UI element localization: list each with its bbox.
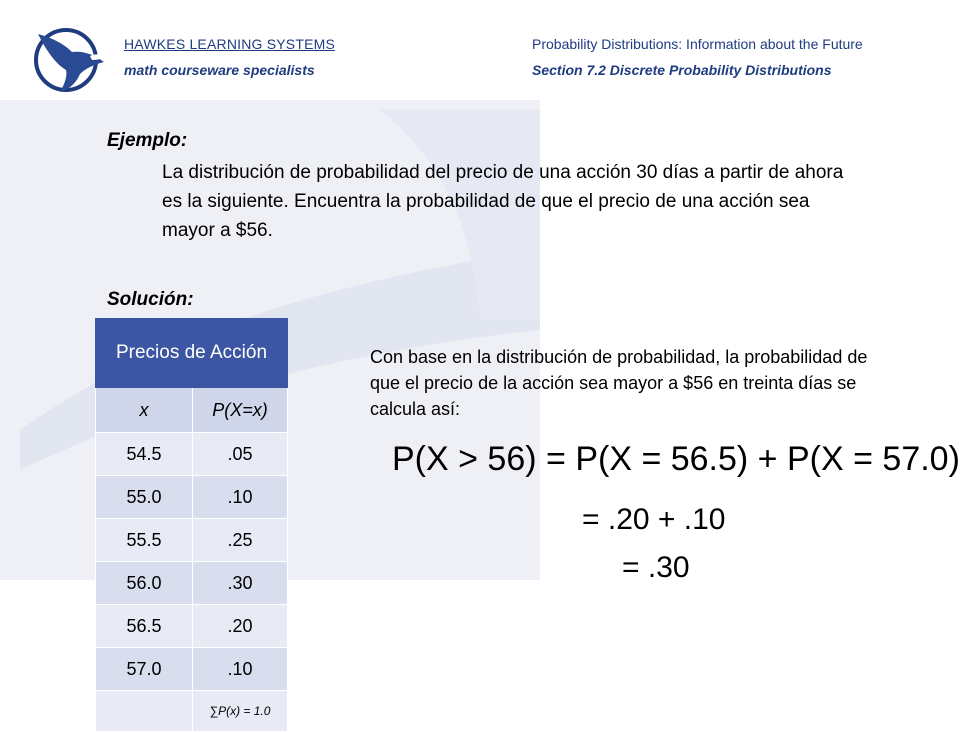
table-row xyxy=(96,476,288,519)
brand-tagline: math courseware specialists xyxy=(124,62,315,78)
cell-x: 56.0 xyxy=(96,562,193,605)
table-row xyxy=(96,519,288,562)
brand-name: HAWKES LEARNING SYSTEMS xyxy=(124,36,336,52)
course-title: Probability Distributions: Information about the Future xyxy=(532,36,863,52)
cell-p: .10 xyxy=(193,476,288,519)
cell-x: 56.5 xyxy=(96,605,193,648)
cell-x: 55.0 xyxy=(96,476,193,519)
cell-p: .05 xyxy=(193,433,288,476)
cell-x: 55.5 xyxy=(96,519,193,562)
brand-block xyxy=(124,36,335,78)
column-header-x: x xyxy=(96,388,193,433)
section-title: Section 7.2 Discrete Probability Distributions xyxy=(532,62,832,78)
table-row xyxy=(96,648,288,691)
sum-empty-cell xyxy=(96,691,193,732)
solution-heading: Solución: xyxy=(107,289,194,310)
formula-line-1: P(X > 56) = P(X = 56.5) + P(X = 57.0) xyxy=(392,440,960,478)
example-text: La distribución de probabilidad del precio de una acción 30 días a partir de ahora es la siguiente. Encuentra la probabilidad de que el precio de una acción sea mayor a $56. xyxy=(162,162,844,241)
cell-p: .30 xyxy=(193,562,288,605)
formula-line-3: = .30 xyxy=(622,551,690,584)
sum-cell: ∑P(x) = 1.0 xyxy=(193,691,288,732)
example-heading: Ejemplo: xyxy=(107,130,188,151)
course-block xyxy=(532,36,863,78)
cell-p: .20 xyxy=(193,605,288,648)
cell-x: 57.0 xyxy=(96,648,193,691)
table-header: Precios de Acción xyxy=(96,319,288,388)
table-row xyxy=(96,605,288,648)
cell-x: 54.5 xyxy=(96,433,193,476)
distribution-table xyxy=(95,318,288,732)
table-row xyxy=(96,433,288,476)
eagle-icon xyxy=(30,22,110,97)
cell-p: .25 xyxy=(193,519,288,562)
solution-explanation: Con base en la distribución de probabilidad, la probabilidad de que el precio de la acción sea mayor a $56 en treinta días se calcula así: xyxy=(370,347,868,419)
cell-p: .10 xyxy=(193,648,288,691)
table-row xyxy=(96,562,288,605)
column-header-p: P(X=x) xyxy=(193,388,288,433)
formula-line-2: = .20 + .10 xyxy=(582,503,726,536)
